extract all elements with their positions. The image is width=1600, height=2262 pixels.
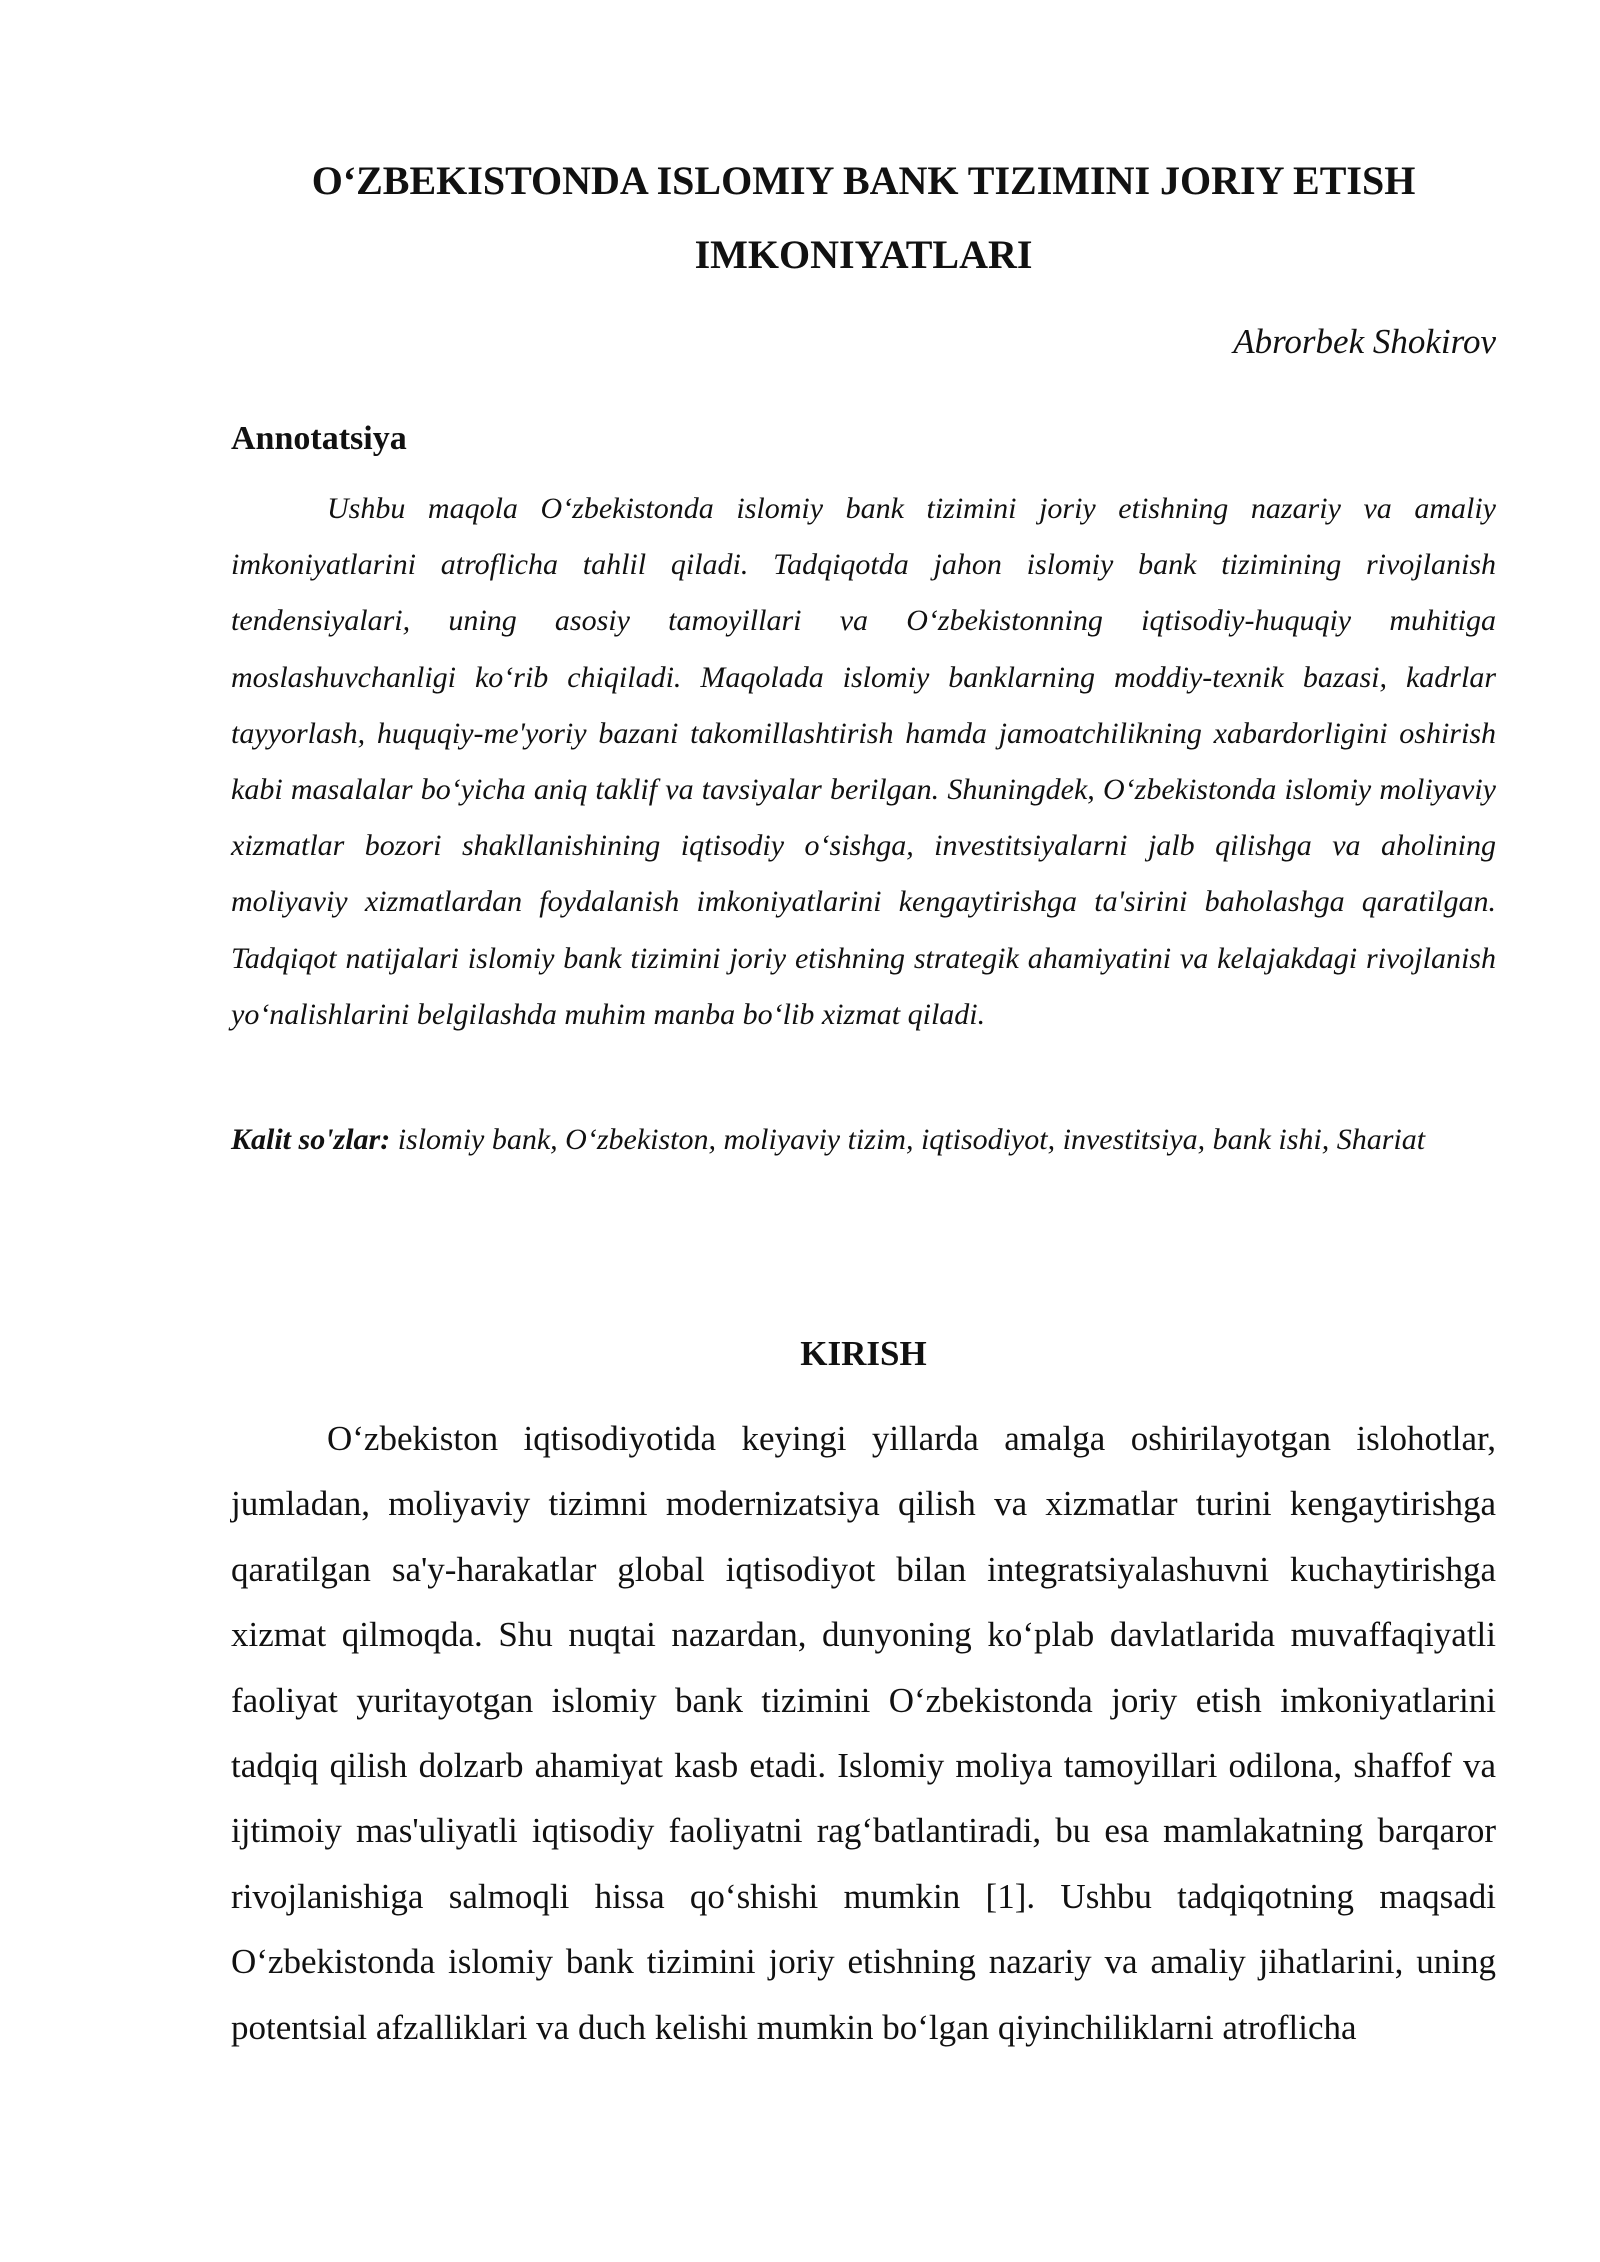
keywords-line xyxy=(231,1112,1496,1168)
section-heading-intro: KIRISH xyxy=(800,1334,927,1373)
paper-title: O‘ZBEKISTONDA ISLOMIY BANK TIZIMINI JORIY ETISH IMKONIYATLARI xyxy=(311,158,1416,277)
author-name: Abrorbek Shokirov xyxy=(1233,322,1496,361)
intro-paragraph: O‘zbekiston iqtisodiyotida keyingi yillarda amalga oshirilayotgan islohotlar, jumladan, moliyaviy tizimni modernizatsiya qilish va xizmatlar turini kengaytirishga qaratilgan sa'y-harakatlar global iqtisodiyot bilan integratsiyalashuvni kuchaytirishga xizmat qilmoqda. Shu nuqtai nazardan, dunyoning ko‘plab davlatlarida muvaffaqiyatli faoliyat yuritayotgan islomiy bank tizimini O‘zbekistonda joriy etish imkoniyatlarini tadqiq qilish dolzarb ahamiyat kasb etadi. Islomiy moliya tamoyillari odilona, shaffof va ijtimoiy mas'uliyatli iqtisodiy faoliyatni rag‘batlantiradi, bu esa mamlakatning barqaror rivojlanishiga salmoqli hissa qo‘shishi mumkin [1]. Ushbu tadqiqotning maqsadi O‘zbekistonda islomiy bank tizimini joriy etishning nazariy va amaliy jihatlarini, uning potentsial afzalliklari va duch kelishi mumkin bo‘lgan qiyinchiliklarni atroflicha xyxy=(231,1419,1496,2047)
annotation-heading: Annotatsiya xyxy=(231,420,407,457)
keywords-label: Kalit so'zlar: xyxy=(231,1123,391,1156)
keywords-list: islomiy bank, O‘zbekiston, moliyaviy tizim, iqtisodiyot, investitsiya, bank ishi, Shariat xyxy=(397,1123,1426,1156)
abstract-text: Ushbu maqola O‘zbekistonda islomiy bank tizimini joriy etishning nazariy va amaliy imkoniyatlarini atroflicha tahlil qiladi. Tadqiqotda jahon islomiy bank tizimining rivojlanish tendensiyalari, uning asosiy tamoyillari va O‘zbekistonning iqtisodiy-huquqiy muhitiga moslashuvchanligi ko‘rib chiqiladi. Maqolada islomiy banklarning moddiy-texnik bazasi, kadrlar tayyorlash, huquqiy-me'yoriy bazani takomillashtirish hamda jamoatchilikning xabardorligini oshirish kabi masalalar bo‘yicha aniq taklif va tavsiyalar berilgan. Shuningdek, O‘zbekistonda islomiy moliyaviy xizmatlar bozori shakllanishining iqtisodiy o‘sishga, investitsiyalarni jalb qilishga va aholining moliyaviy xizmatlardan foydalanish imkoniyatlarini kengaytirishga ta'sirini baholashga qaratilgan. Tadqiqot natijalari islomiy bank tizimini joriy etishning strategik ahamiyatini va kelajakdagi rivojlanish yo‘nalishlarini belgilashda muhim manba bo‘lib xizmat qiladi. xyxy=(231,492,1496,1031)
